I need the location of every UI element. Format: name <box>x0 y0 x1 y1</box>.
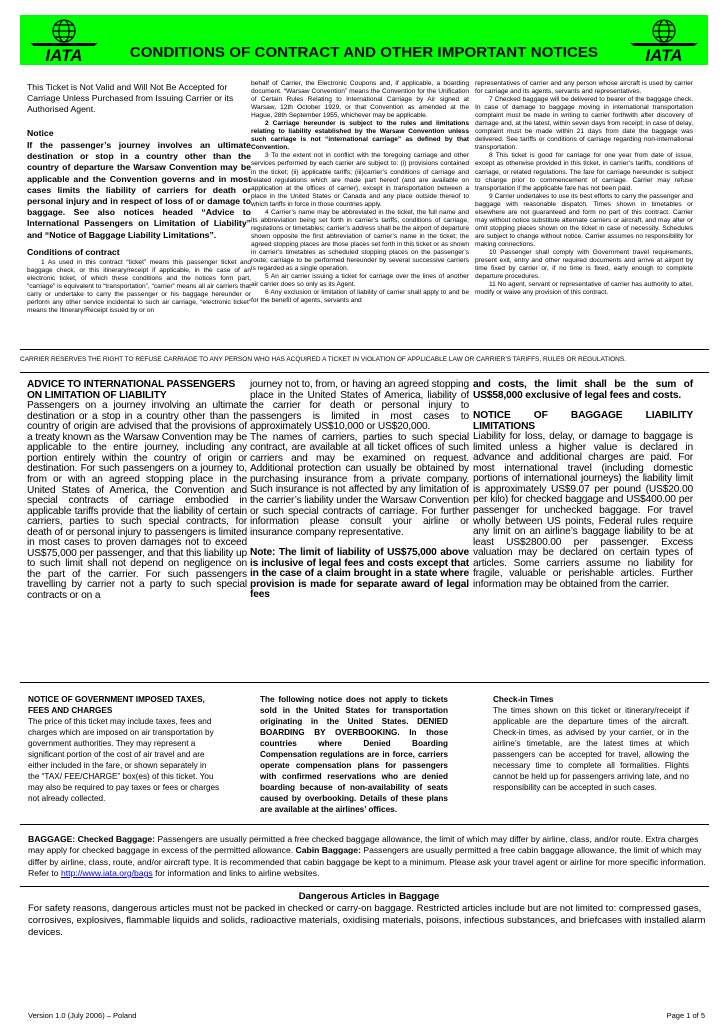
iata-logo-text: IATA <box>45 46 83 63</box>
condition-8: 8 This ticket is good for carriage for one year from date of issue, except as otherwise provided in this ticket, in carrier’s tariffs, conditions of carriage, or related regulations. The fare for carriage hereunder is subject to change prior to commencement of carriage. Carrier may refuse transportation if the applicable fare has not been paid. <box>475 152 693 192</box>
checkin-notice <box>493 694 689 793</box>
insurance-text: The names of carriers, parties to such special contract, are available at all ticket offices of such carriers and may be examined on request. Additional protection can usually be obtained by purchasing insurance from a private company. Such insurance is not affected by any limitation of the carrier’s liability under the Warsaw Convention or such special contracts of carriage. For further information please consult your airline or insurance company representative. <box>250 431 469 538</box>
denied-boarding-notice <box>260 694 448 815</box>
iata-logo <box>624 17 704 63</box>
conditions-heading: Conditions of contract <box>27 246 120 257</box>
condition-1: 1 As used in this contract “ticket” means this passenger ticket and baggage check, or this itinerary/receipt if applicable, in the case of an electronic ticket, of which these conditions and the notices form part, “carriage” is equivalent to “transportation”, “carrier” means all air carriers that carry or undertake to carry the passenger or his baggage hereunder or perform any other service incidental to such air carriage, “electronic ticket” means the Itinerary/Receipt issued by or on <box>27 258 251 315</box>
header-banner <box>20 15 708 65</box>
condition-4: 4 Carrier’s name may be abbreviated in the ticket, the full name and its abbreviation being set forth in carrier’s tariffs, conditions of carriage, regulations or timetables; carrier’s address shall be the airport of departure shown opposite the first abbreviation of carrier’s name in the ticket; the agreed stopping places are those places set forth in this ticket or as shown in carrier’s timetables as scheduled stopping places on the passenger’s route; carriage to be performed hereunder by several successive carriers is regarded as a single operation. <box>251 208 469 273</box>
after-link-text: for information and links to airline websites. <box>155 867 320 878</box>
cabin-baggage-label: Cabin Baggage: <box>295 845 361 856</box>
version-footer: Version 1.0 (July 2006) – Poland <box>28 1011 137 1020</box>
condition-2: 2 Carriage hereunder is subject to the rules and limitations relating to liability established by the Warsaw Convention unless such carriage is not “international carriage” as defined by that Convention. <box>251 120 469 152</box>
condition-7: 7 Checked baggage will be delivered to bearer of the baggage check. In case of damage to baggage moving in international transportation complaint must be made in writing to carrier forthwith after discovery of damage and, at the latest, within seven days from receipt; in case of delay, complaint must be made within 21 days from date the baggage was delivered. See tariffs or conditions of carriage regarding non-international transportation. <box>475 96 693 152</box>
condition-1-continued: behalf of Carrier, the Electronic Coupons and, if applicable, a boarding document. “Warsaw Convention” means the Convention for the Unification of Certain Rules Relating to International Carriage by Air signed at Warsaw, 12th October 1929, or that Convention as amended at the Hague, 28th September 1955, whichever may be applicable. <box>251 80 469 120</box>
checked-baggage-label: BAGGAGE: Checked Baggage: <box>28 834 156 844</box>
government-heading: NOTICE OF GOVERNMENT IMPOSED TAXES, FEES AND CHARGES <box>28 695 205 715</box>
advice-column-2 <box>250 380 469 601</box>
page-number: Page 1 of 5 <box>666 1011 705 1020</box>
refusal-notice: CARRIER RESERVES THE RIGHT TO REFUSE CARRIAGE TO ANY PERSON WHO HAS ACQUIRED A TICKET IN VIOLATION OF APPLICABLE LAW OR CARRIER’S TARIFFS, RULES OR REGULATIONS. <box>20 356 626 363</box>
checkin-heading: Check-in Times <box>493 695 554 704</box>
advice-text: Passengers on a journey involving an ultimate destination or a stop in a country other than the country of origin are advised that the provisions of a treaty known as the Warsaw Convention may be applicable to the entire journey, including any portion entirely within the country of origin or destination. For such passengers on a journey to, from or with an agreed stopping place in the United States of America, the Convention and special contracts of carriage embodied in applicable tariffs provide that the liability of certain carriers, parties to such special contracts, for death of or personal injury to passengers is limited in most cases to proven damages not to exceed US$75,000 per passenger, and that this liability up to such limit shall not depend on negligence on the part of the carrier. For such passengers travelling by carrier not a party to such special contracts or on a <box>27 400 247 602</box>
condition-11: 11 No agent, servant or representative of carrier has authority to alter, modify or waive any provision of this contract. <box>475 281 693 297</box>
advice-column-3 <box>473 380 693 590</box>
validity-statement: This Ticket is Not Valid and Will Not Be Accepted for Carriage Unless Purchased from Issuing Carrier or its Authorised Agent. <box>27 82 234 114</box>
conditions-column-2 <box>251 80 469 305</box>
section-divider <box>20 824 709 825</box>
denied-boarding-text: The following notice does not apply to tickets sold in the United States for transportation originating in the United States. DENIED BOARDING BY OVERBOOKING. In those countries where Denied Boarding Compensation regulations are in force, carriers operate compensation plans for passengers with confirmed reservations who are denied boarding because of non-availability of seats caused by overbooking. Details of these plans are available at the airlines’ offices. <box>260 695 448 814</box>
section-divider <box>20 349 709 350</box>
section-divider <box>20 886 709 887</box>
iata-logo-text: IATA <box>645 46 683 63</box>
condition-3: 3 To the extent not in conflict with the foregoing carriage and other services performed by each carrier are subject to: (i) provisions contained in the ticket; (ii) applicable tariffs; (iii)carrier’s conditions of carriage and related regulations which are made part hereof (and are available on application at the offices of carrier), except in transportation between a place in the United States or Canada and any place outside thereof to which tariffs in force in those countries apply. <box>251 152 469 208</box>
intro-column <box>27 82 251 315</box>
government-taxes-notice <box>28 694 220 804</box>
cabin-baggage-text: Passengers are usually permitted a free cabin baggage allowance, the limit of which may differ by airline, class, route, and/or aircraft type. It is recommended that cabin baggage be kept to a minimum. Please ask your travel agent or airline for more specific information. Refer to <box>28 845 706 878</box>
conditions-column-3 <box>475 80 693 297</box>
advice-column-1 <box>27 380 247 602</box>
advice-text-continued: journey not to, from, or having an agreed stopping place in the United States of America, liability of the carrier for death or personal injury to passengers is limited in most cases to approximately US$10,000 or US$20,000. <box>250 379 469 433</box>
section-divider <box>20 372 709 373</box>
condition-10: 10 Passenger shall comply with Government travel requirements, present exit, entry and other required documents and arrive at airport by time fixed by carrier or, if no time is fixed, early enough to complete departure procedures. <box>475 248 693 281</box>
dangerous-heading: Dangerous Articles in Baggage <box>298 891 440 902</box>
section-divider <box>20 682 709 683</box>
condition-9: 9 Carrier undertakes to use its best efforts to carry the passenger and baggage with reasonable dispatch. Times shown in timetables or elsewhere are not guaranteed and form no part of this contract. Carrier may without notice substitute alternate carriers or aircraft, and may alter or omit stopping places shown on the ticket in case of necessity. Schedules are subject to change without notice. Carrier assumes no responsibility for making connections. <box>475 192 693 248</box>
iata-bags-link[interactable]: http://www.iata.org/bags <box>60 867 153 878</box>
baggage-liability-text: Liability for loss, delay, or damage to baggage is limited unless a higher value is declared in advance and additional charges are paid. For most international travel (including domestic portions of international journeys) the liability limit is approximately US$9.07 per pound (US$20.00 per kilo) for checked baggage and US$400.00 per passenger for unchecked baggage. For travel wholly between US points, Federal rules require any limit on an airline’s baggage liability to be at least US$2800.00 per passenger. Excess valuation may be declared on certain types of articles. Some carriers assume no liability for fragile, valuable or perishable articles. Further information may be obtained from the carrier. <box>473 431 693 590</box>
liability-note: Note: The limit of liability of US$75,000 above is inclusive of legal fees and costs except that in the case of a claim brought in a state where provision is made for separate award of legal fees <box>250 547 469 601</box>
notice-heading: Notice <box>27 128 54 138</box>
checked-baggage-text: Passengers are usually permitted a free checked baggage allowance, the limit of which may differ by airline, class, and/or route. Extra charges may apply for checked baggage in excess of the permitted allowance. <box>28 834 699 856</box>
checkin-text: The times shown on this ticket or itinerary/receipt if applicable are the departure times of the aircraft. Check-in times, as advised by your carrier, or in the airline’s timetable, are the latest times at which passengers can be accepted for travel, allowing the necessary time to complete all formalities. Flights cannot be held up for passengers arriving late, and no responsibility can be accepted in such cases. <box>493 706 689 792</box>
notice-text: If the passenger’s journey involves an ultimate destination or stop in a country other than the country of departure the Warsaw Convention may be applicable and the Convention governs and in most cases limits the liability of carriers for death or personal injury and in respect of loss of or damage to baggage. See also notices headed “Advice to International Passengers on Limitation of Liability” and “Notice of Baggage Liability Limitations”. <box>27 140 251 240</box>
iata-logo <box>24 17 104 63</box>
condition-5: 5 An air carrier issuing a ticket for carriage over the lines of another air carrier does so only as its Agent. <box>251 273 469 289</box>
page-title: CONDITIONS OF CONTRACT AND OTHER IMPORTANT NOTICES <box>129 44 599 61</box>
condition-6-continued: representatives of carrier and any person whose aircraft is used by carrier for carriage and its agents, servants and representatives. <box>475 80 693 96</box>
baggage-notice <box>28 834 706 879</box>
baggage-liability-heading: NOTICE OF BAGGAGE LIABILITY LIMITATIONS <box>473 410 693 432</box>
advice-heading: ADVICE TO INTERNATIONAL PASSENGERS ON LIMITATION OF LIABILITY <box>27 379 236 401</box>
dangerous-articles-notice <box>28 891 710 939</box>
dangerous-text: For safety reasons, dangerous articles must not be packed in checked or carry-on baggage. Restricted articles include but are not limited to: compressed gases, corrosives, explosives, flammable liquids and solids, radioactive materials, oxidising materials, poisons, infectious substances, and briefcases with installed alarm devices. <box>28 903 706 938</box>
government-text: The price of this ticket may include taxes, fees and charges which are imposed on air transportation by government authorities. They may represent a significant portion of the cost of air travel and are either included in the fare, or shown separately in the “TAX/ FEE/CHARGE” box(es) of this ticket. You may also be required to pay taxes or fees or charges not already collected. <box>28 717 220 803</box>
condition-6: 6 Any exclusion or limitation of liability of carrier shall apply to and be for the benefit of agents, servants and <box>251 289 469 305</box>
liability-note-continued: and costs, the limit shall be the sum of US$58,000 exclusive of legal fees and costs. <box>473 379 693 401</box>
